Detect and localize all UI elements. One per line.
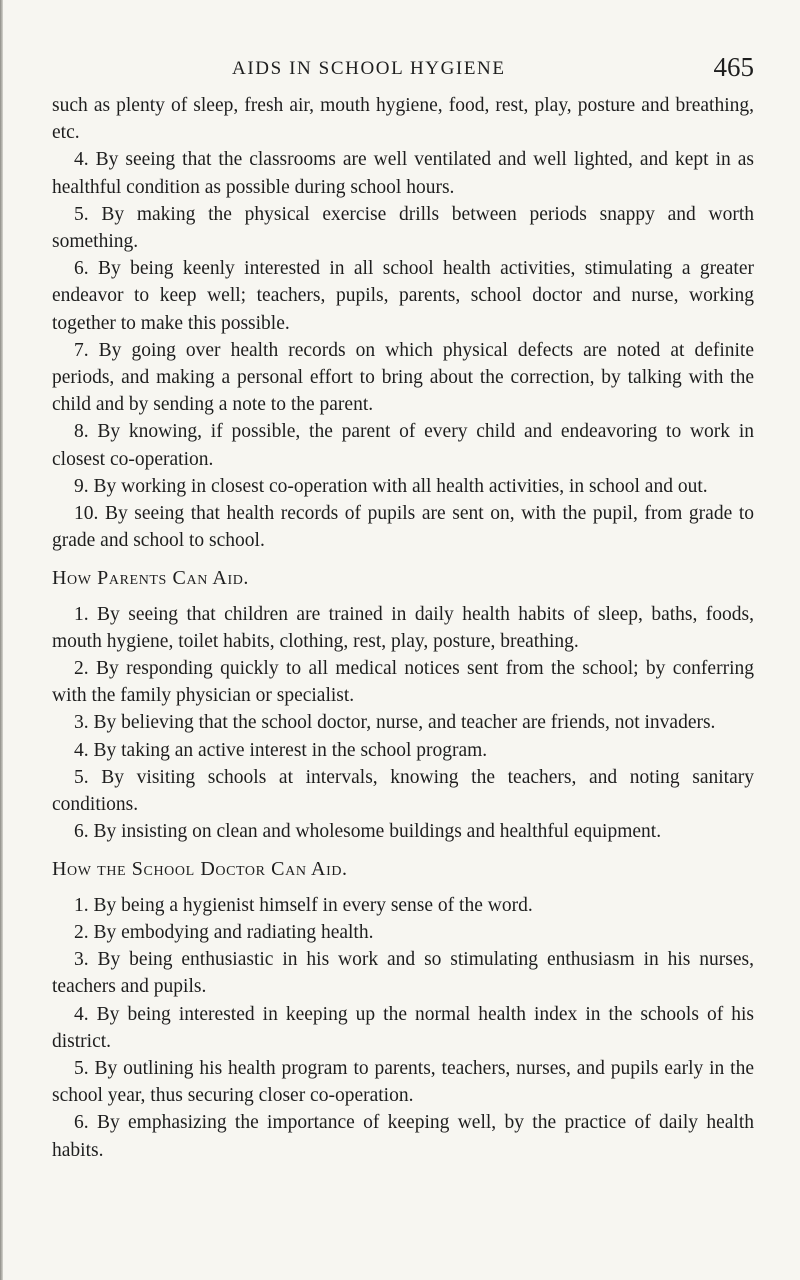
teacher-item: 6. By being keenly interested in all school health activities, stimulating a greater endeavor to keep well; teachers, pupils, parents, school doctor and nurse, working together to make this possible. [52, 258, 754, 334]
body-text [52, 92, 754, 1164]
parents-item: 3. By believing that the school doctor, nurse, and teacher are friends, not invaders. [74, 712, 716, 734]
teacher-item: 9. By working in closest co-operation with all health activities, in school and out. [74, 475, 708, 497]
parents-item: 5. By visiting schools at intervals, knowing the teachers, and noting sanitary conditions. [52, 766, 754, 816]
teacher-item: 8. By knowing, if possible, the parent of every child and endeavoring to work in closest co-operation. [52, 421, 754, 470]
doctor-item: 4. By being interested in keeping up the normal health index in the schools of his district. [52, 1003, 754, 1052]
doctor-item: 1. By being a hygienist himself in every sense of the word. [74, 894, 533, 916]
teacher-item: 7. By going over health records on which physical defects are noted at definite periods, and making a personal effort to bring about the correction, by talking with the child and by sending a note to the parent. [52, 339, 754, 416]
section-heading-parents: How Parents Can Aid. [52, 567, 250, 590]
teacher-item: 5. By making the physical exercise drills between periods snappy and worth something. [52, 203, 754, 253]
parents-item: 1. By seeing that children are trained in daily health habits of sleep, baths, foods, mouth hygiene, toilet habits, clothing, rest, play, posture, breathing. [52, 603, 754, 652]
doctor-item: 6. By emphasizing the importance of keeping well, by the practice of daily health habits. [52, 1112, 754, 1161]
teacher-item: 10. By seeing that health records of pupils are sent on, with the pupil, from grade to grade and school to school. [52, 503, 754, 552]
page-number: 465 [713, 52, 754, 82]
section-heading-school-doctor: How the School Doctor Can Aid. [52, 858, 348, 881]
parents-item: 4. By taking an active interest in the school program. [74, 739, 488, 761]
book-page [52, 52, 754, 1164]
parents-item: 6. By insisting on clean and wholesome buildings and healthful equipment. [74, 821, 662, 843]
doctor-item: 3. By being enthusiastic in his work and so stimulating enthusiasm in his nurses, teachers and pupils. [52, 949, 754, 998]
page-left-edge [0, 0, 3, 1280]
running-header [52, 52, 754, 92]
teacher-item: 4. By seeing that the classrooms are well ventilated and well lighted, and kept in as healthful condition as possible during school hours. [52, 149, 754, 198]
running-title: AIDS IN SCHOOL HYGIENE [232, 58, 506, 79]
intro-paragraph: such as plenty of sleep, fresh air, mouth hygiene, food, rest, play, posture and breathing, etc. [52, 95, 754, 144]
doctor-item: 2. By embodying and radiating health. [74, 921, 374, 943]
parents-item: 2. By responding quickly to all medical notices sent from the school; by conferring with the family physician or specialist. [52, 658, 754, 707]
doctor-item: 5. By outlining his health program to parents, teachers, nurses, and pupils early in the school year, thus securing closer co-operation. [52, 1057, 754, 1107]
